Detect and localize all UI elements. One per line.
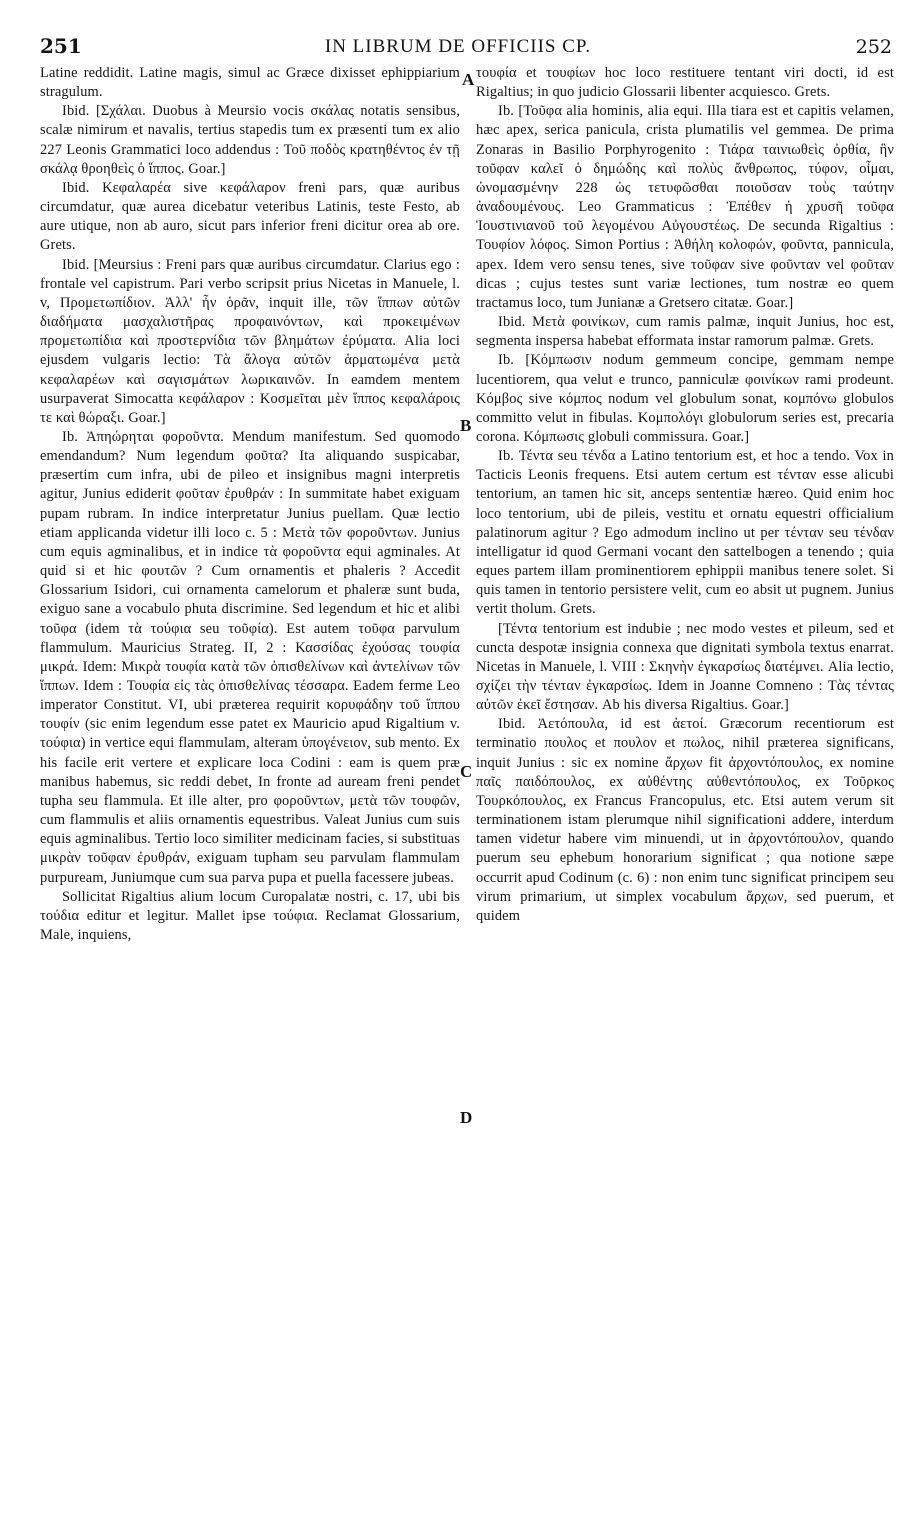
- paragraph: Ibid. Κεφαλαρέα sive κεφάλαρον freni pars, quæ auribus circumdatur, quæ aurea dicebatur veteribus Latinis, teste Festo, ab aure utique, non ab auro, sicut pars inferior freni dicitur orea ab ore. Grets.: [40, 179, 460, 254]
- page-number-right: 252: [855, 36, 892, 58]
- paragraph: Ib. [Κόμπωσιν nodum gemmeum concipe, gemmam nempe lucentiorem, qua velut e trunco, panniculæ φοινίκων rami prodeunt. Κόμβος sive κόμπος nodum vel globulum sonat, κομπόνω globulos committo velut in fibulas. Κομπολόγι globulorum series est, precaria corona. Κόμπωσις globuli commissura. Goar.]: [476, 352, 894, 445]
- margin-letter-c: C: [460, 762, 473, 781]
- paragraph: Ibid. Μετὰ φοινίκων, cum ramis palmæ, inquit Junius, hoc est, segmenta inspersa habebat efformata instar ramorum palmæ. Grets.: [476, 314, 894, 350]
- margin-letter-a: A: [462, 70, 475, 89]
- page-number-left: 251: [40, 34, 82, 58]
- paragraph: Ibid. [Meursius : Freni pars quæ auribus circumdatur. Clarius ego : frontale vel capistrum. Pari verbo scripsit prius Nicetas in Manuele, l. v, Προμετωπίδιον. Ἀλλ' ἦν ὁρᾶν, inquit ille, τῶν ἵππων αὐτῶν διαδήματα μασχαλιστῆρας προφαινόντων, καὶ προκειμένων προμετωπίδια καὶ προστερνίδια τῶν βλημάτων ἐρύματα. Alia loci ejusdem vulgaris lectio: Τὰ ἄλογα αὐτῶν ἁρματωμένα μετὰ κεφαλαρέων καὶ σαγισμάτων λωρικαινῶν. In eamdem mentem usurpaverat Simocatta κεφάλαρον : Κοσμεῖται μὲν ἵππος κεφαλάροις τε καὶ θώραξι. Goar.]: [40, 256, 460, 426]
- paragraph: Ib. Ἀπηώρηται φοροῦντα. Mendum manifestum. Sed quomodo emendandum? Num legendum φοῦτα? Ita aliquando suspicabar, præsertim cum infra, ubi de pileo et insignibus magni interpretis agitur, Junius ediderit φοῦταν ἐρυθράν : In summitate habet exiguam pupam rubram. In indice interpretatur Junius puellam. Quæ lectio etiam applicanda videtur illi loco c. 5 : Μετὰ τῶν φοροῦντων. Junius cum equis agminalibus, et in indice τὰ φοροῦντα equi agminales. At quid si et hic φουτῶν ? Cum ornamentis et phaleris ? Accedit Glossarium Isidori, cui ornamenta camelorum et phaleræ sunt buda, exiguo sane a vocabulo phuta discrimine. Sed legendum et hic et alibi τοῦφα (idem τὰ τούφια seu τοῦφία). Est autem τοῦφα parvulum flammulum. Mauricius Strateg. II, 2 : Κασσίδας ἐχούσας τουφία μικρά. Idem: Μικρὰ τουφία κατὰ τῶν ὀπισθελίνων καὶ ἀντελίνων τῶν ἵππων. Idem : Τουφία εἰς τὰς ὀπισθελίνας τέσσαρα. Eadem ferme Leo imperator Constitut. VI, ubi præterea requirit κορυφάδην τοῦ ἵππου τουφίν (sic enim legendum esse patet ex Mauricio apud Rigaltium v. τούφια) in vertice equi flammulam, alteram ὑπογένειον, sub mento. Ex his facile erit vertere et explicare loca Codini : eam is quem præ manibus habemus, sic reddi debet, In fronte ad auream freni pendet tupha seu flammula. Et ille alter, pro φοροῦντων, μετὰ τῶν τουφῶν, cum flammulis et aliis ornamentis equestribus. Valeat Junius cum suis equis agminalibus. Tertio loco similiter medicinam facies, si substituas μικρὰν τοῦφαν ἐρυθράν, exiguam tupham seu parvulam flammulam purpuream, Juniumque cum sua parva pupa et puella facessere jubeas.: [40, 428, 460, 886]
- margin-letter-b: B: [460, 416, 472, 435]
- paragraph: Ib. Τέντα seu τένδα a Latino tentorium est, et hoc a tendo. Vox in Tacticis Leonis frequens. Etsi autem certum est τένταν esse alicubi tentorium, an tamen hic sit, anceps sententiæ hæreo. Quid enim hoc loco tentorium, ubi de pileis, vestitu et ornatu equestri officialium palatinorum agitur ? Ego admodum inclino ut per τένταν seu τένδαν intelligatur id quod Germani vocant den sattelbogen a tenendo ; quia eques partem illam prominentiorem ephippii manibus tenere solet. Si quis tamen in tentorio persistere velit, cum eo absit ut pugnem. Junius vertit tholum. Grets.: [476, 448, 894, 618]
- paragraph: [Τέντα tentorium est indubie ; nec modo vestes et pileum, sed et cuncta despotæ insignia connexa que dignitati symbola textus enarrat. Nicetas in Manuele, l. VIII : Σκηνὴν ἐγκαρσίως διατέμνει. Alia lectio, σχίζει τὴν τένταν ἐγκαρσίως. Idem in Joanne Comneno : Τὰς τέντας αὐτῶν ἐκεῖ ἔστησαν. Ab his diversa Rigaltius. Goar.]: [476, 620, 894, 714]
- paragraph: Ibid. [Σχάλαι. Duobus à Meursio vocis σκάλας notatis sensibus, scalæ nimirum et navalis, tertius stapedis tum ex præsenti tum ex alio 227 Leonis Grammatici loco addendus : Τοῦ ποδὸς κρατηθέντος ἐν τῇ σκάλᾳ θροηθεὶς ὁ ἵππος. Goar.]: [40, 103, 460, 177]
- running-header: [0, 30, 916, 58]
- right-column: [476, 64, 894, 1524]
- paragraph: τουφία et τουφίων hoc loco restituere tentant viri docti, id est Rigaltius; in quo judicio Glossarii libenter acquiesco. Grets.: [476, 65, 894, 101]
- running-title: IN LIBRUM DE OFFICIIS CP.: [324, 36, 592, 57]
- left-column: [40, 64, 460, 1524]
- margin-letter-d: D: [460, 1108, 473, 1127]
- paragraph: Ibid. Ἀετόπουλα, id est ἀετοί. Græcorum recentiorum est terminatio πουλος et πουλον et πωλος, nihil præterea significans, inquit Junius : sic ex nomine ἄρχων fit ἀρχοντόπουλος, ex nomine παῖς παιδόπουλος, ex αὐθέντης αὐθεντόπουλος, ex Τοῦρκος Τουρκόπουλος, ex Francus Francopulus, etc. Etsi autem verum sit terminationem istam plerumque nihil significationi addere, interdum tamen videtur habere vim minuendi, ut in ἀρχοντόπουλον, quando puerum seu ephebum honorarium significat ; qua notione sæpe occurrit apud Codinum (c. 6) : non enim tunc significat principem seu virum primarium, ut simplex vocabulum ἄρχων, sed puerum, et quidem: [476, 716, 894, 924]
- paragraph: Ib. [Τοῦφα alia hominis, alia equi. Illa tiara est et capitis velamen, hæc apex, serica panicula, crista plumatilis vel gemmea. De prima Zonaras in Basilio Porphyrogenito : Τιάρα ταινιωθεὶς ὀρθία, ἣν τοῦφαν καλεῖ ὁ δημώδης καὶ πολὺς ἄνθρωπος, τύφον, οἶμαι, ὠνομασμένην 228 ὡς τετυφῶσθαι ποιοῦσαν τοὺς ταύτην ἀναδουμένους. Leo Grammaticus : Ἐπέθεν ἡ χρυσῆ τοῦφα Ἰουστινιανοῦ τοῦ λεγομένου Αὐγουστέως. De secunda Rigaltius : Τουφίον λόφος. Simon Portius : Ἀθήλη κολοφών, φοῦντα, pannicula, apex. Idem vero sensu tenes, sive τοῦφαν sive φοῦνταν vel φοῦταν dicas ; cujus testes sunt variæ lectiones, tum nostræ eo quem tractamus loco, tum Junianæ a Gretsero citatæ. Goar.]: [476, 103, 894, 311]
- paragraph: Sollicitat Rigaltius alium locum Curopalatæ nostri, c. 17, ubi bis τούδια editur et legitur. Mallet ipse τούφια. Reclamat Glossarium, Male, inquiens,: [40, 888, 460, 944]
- paragraph: Latine reddidit. Latine magis, simul ac Græce dixisset ephippiarium stragulum.: [40, 65, 460, 101]
